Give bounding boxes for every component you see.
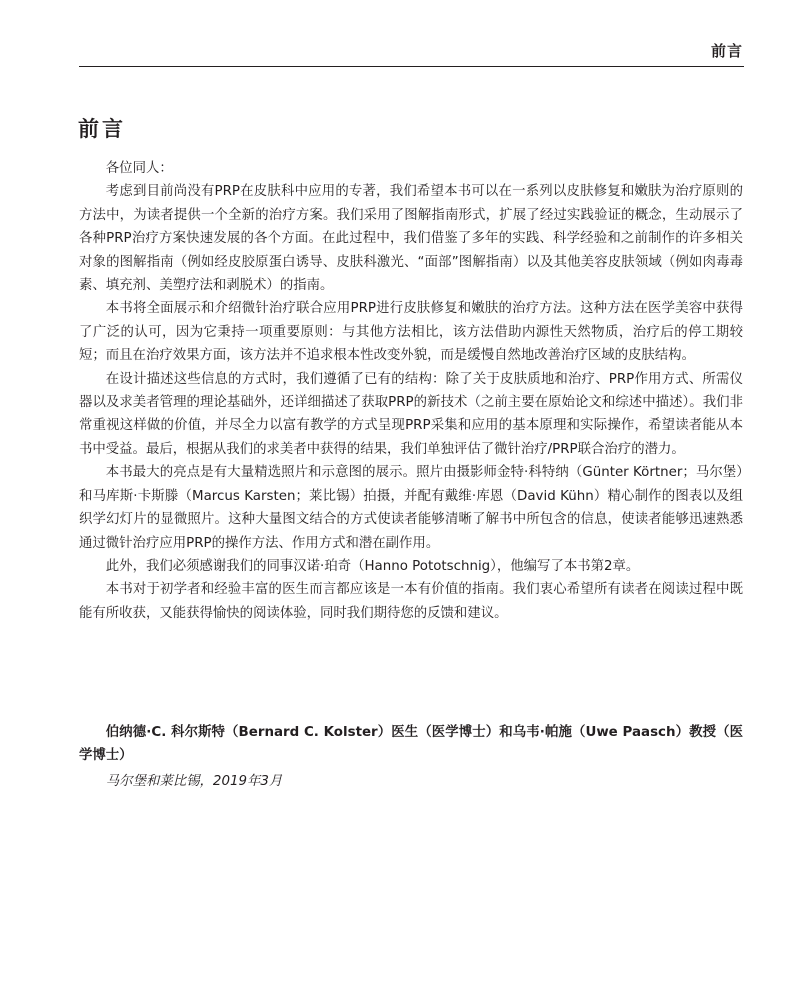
paragraph: 在设计描述这些信息的方式时，我们遵循了已有的结构：除了关于皮肤质地和治疗、PRP作用方式、所需仪器以及求美者管理的理论基础外，还详细描述了获取PRP的新技术（之前主要在原始论文和综述中描述）。我们非常重视这样做的价值，并尽全力以富有教学的方式呈现PRP采集和应用的基本原理和实际操作，希望读者能从本书中受益。最后，根据从我们的求美者中获得的结果，我们单独评估了微针治疗/PRP联合治疗的潜力。	[79, 371, 743, 457]
place-date: 马尔堡和莱比锡，2019年3月	[105, 774, 283, 789]
preface-body	[79, 157, 743, 625]
paragraph: 本书最大的亮点是有大量精选照片和示意图的展示。照片由摄影师金特·科特纳（Günter Körtner；马尔堡）和马库斯·卡斯滕（Marcus Karsten；莱比锡）拍摄，并配有戴维·库恩（David Kühn）精心制作的图表以及组织学幻灯片的显微照片。这种大量图文结合的方式使读者能够清晰了解书中所包含的信息，使读者能够迅速熟悉通过微针治疗应用PRP的操作方法、作用方式和潜在副作用。	[79, 465, 743, 551]
author-signature: 伯纳德·C. 科尔斯特（Bernard C. Kolster）医生（医学博士）和乌韦·帕施（Uwe Paasch）教授（医学博士）	[79, 725, 743, 764]
salutation: 各位同人：	[105, 161, 173, 176]
header-rule	[79, 66, 744, 67]
paragraph: 本书将全面展示和介绍微针治疗联合应用PRP进行皮肤修复和嫩肤的治疗方法。这种方法在医学美容中获得了广泛的认可，因为它秉持一项重要原则：与其他方法相比，该方法借助内源性天然物质，治疗后的停工期较短；而且在治疗效果方面，该方法并不追求根本性改变外貌，而是缓慢自然地改善治疗区域的皮肤结构。	[79, 301, 743, 364]
paragraph: 本书对于初学者和经验丰富的医生而言都应该是一本有价值的指南。我们衷心希望所有读者在阅读过程中既能有所收获，又能获得愉快的阅读体验，同时我们期待您的反馈和建议。	[79, 582, 743, 621]
paragraph: 考虑到目前尚没有PRP在皮肤科中应用的专著，我们希望本书可以在一系列以皮肤修复和嫩肤为治疗原则的方法中，为读者提供一个全新的治疗方案。我们采用了图解指南形式，扩展了经过实践验证的概念，生动展示了各种PRP治疗方案快速发展的各个方面。在此过程中，我们借鉴了多年的实践、科学经验和之前制作的许多相关对象的图解指南（例如经皮胶原蛋白诱导、皮肤科激光、“面部”图解指南）以及其他美容皮肤领域（例如肉毒毒素、填充剂、美塑疗法和剥脱术）的指南。	[79, 184, 743, 294]
paragraph: 此外，我们必须感谢我们的同事汉诺·珀奇（Hanno Pototschnig），他编写了本书第2章。	[105, 558, 640, 574]
running-header: 前言	[710, 42, 743, 60]
chapter-title: 前言	[78, 117, 126, 141]
